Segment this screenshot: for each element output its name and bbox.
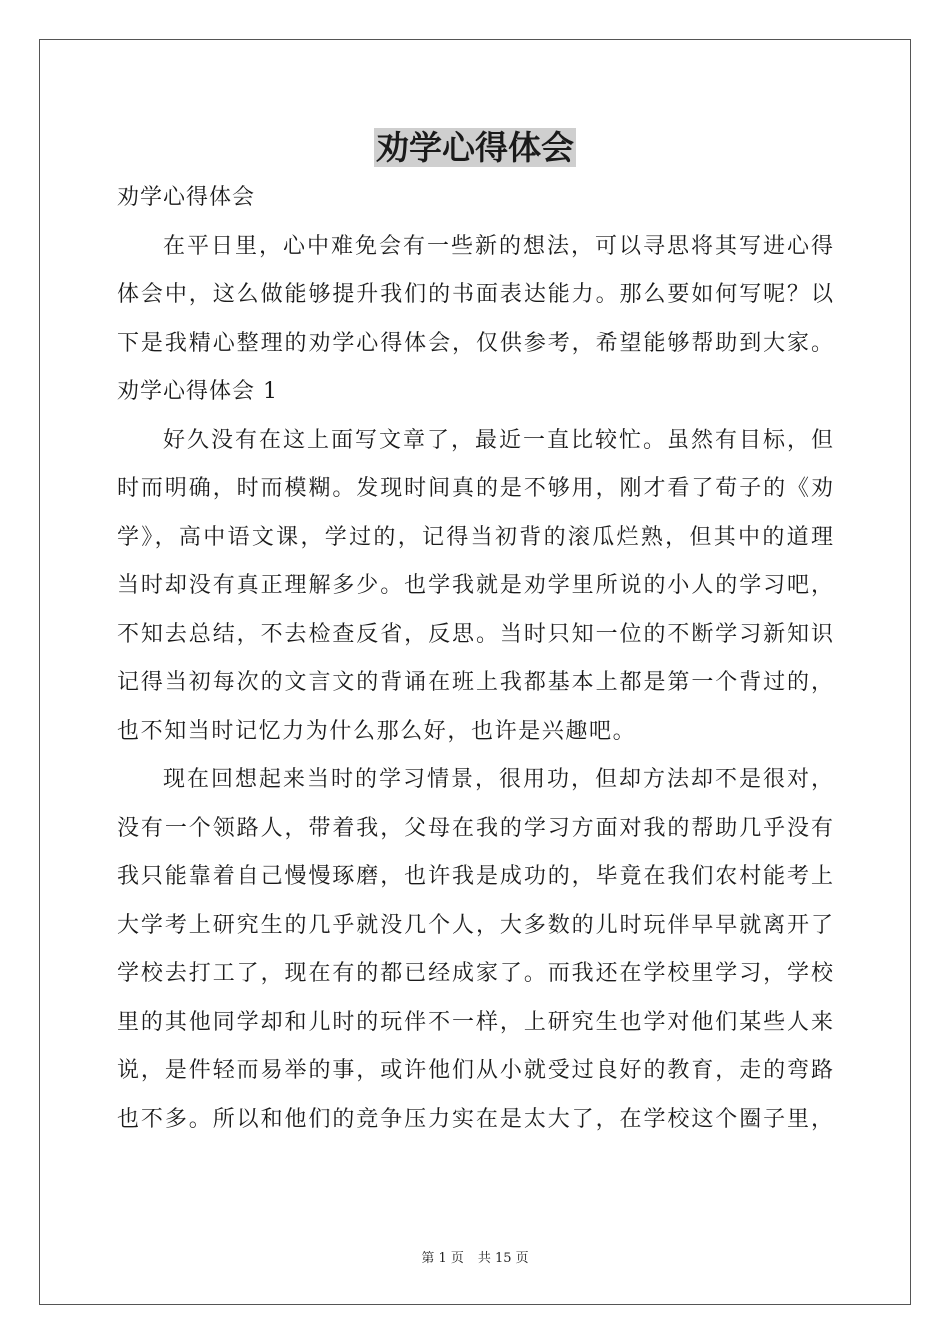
page-footer [0, 1247, 950, 1266]
document-body [117, 174, 833, 1144]
paragraph-line: 好久没有在这上面写文章了，最近一直比较忙。虽然有目标，但 [163, 427, 833, 453]
paragraph-line: 时而明确，时而模糊。发现时间真的是不够用，刚才看了荀子的《劝 [117, 476, 833, 501]
paragraph-line: 下是我精心整理的劝学心得体会，仅供参考，希望能够帮助到大家。 [117, 330, 833, 356]
paragraph-line: 不知去总结，不去检查反省，反思。当时只知一位的不断学习新知识 [117, 621, 833, 647]
paragraph-line: 在平日里，心中难免会有一些新的想法，可以寻思将其写进心得 [163, 233, 833, 259]
paragraph-line: 也不多。所以和他们的竞争压力实在是太大了，在学校这个圈子里， [117, 1106, 833, 1132]
paragraph-line: 大学考上研究生的几乎就没几个人，大多数的儿时玩伴早早就离开了 [117, 912, 833, 938]
paragraph-line: 现在回想起来当时的学习情景，很用功，但却方法却不是很对， [163, 767, 833, 792]
section-heading: 劝学心得体会 1 [117, 379, 278, 404]
paragraph-line: 学校去打工了，现在有的都已经成家了。而我还在学校里学习，学校 [117, 961, 833, 986]
paragraph-line: 记得当初每次的文言文的背诵在班上我都基本上都是第一个背过的， [117, 670, 833, 695]
page-total: 共 15 页 [477, 1251, 529, 1266]
paragraph-line: 体会中，这么做能够提升我们的书面表达能力。那么要如何写呢？以 [117, 282, 833, 307]
section-heading: 劝学心得体会 [117, 185, 256, 210]
paragraph-line: 学》，高中语文课，学过的，记得当初背的滚瓜烂熟，但其中的道理 [117, 524, 833, 550]
paragraph-line: 里的其他同学却和儿时的玩伴不一样，上研究生也学对他们某些人来 [117, 1009, 833, 1035]
document-title [0, 122, 950, 174]
paragraph-line: 没有一个领路人，带着我，父母在我的学习方面对我的帮助几乎没有 [117, 815, 833, 841]
paragraph-line: 当时却没有真正理解多少。也学我就是劝学里所说的小人的学习吧， [117, 573, 833, 598]
paragraph-line: 我只能靠着自己慢慢琢磨，也许我是成功的，毕竟在我们农村能考上 [117, 864, 833, 889]
paragraph-line: 说，是件轻而易举的事，或许他们从小就受过良好的教育，走的弯路 [117, 1058, 833, 1083]
document-title-text: 劝学心得体会 [376, 128, 574, 167]
paragraph-line: 也不知当时记忆力为什么那么好，也许是兴趣吧。 [117, 718, 637, 744]
page-number: 第 1 页 [421, 1251, 464, 1266]
